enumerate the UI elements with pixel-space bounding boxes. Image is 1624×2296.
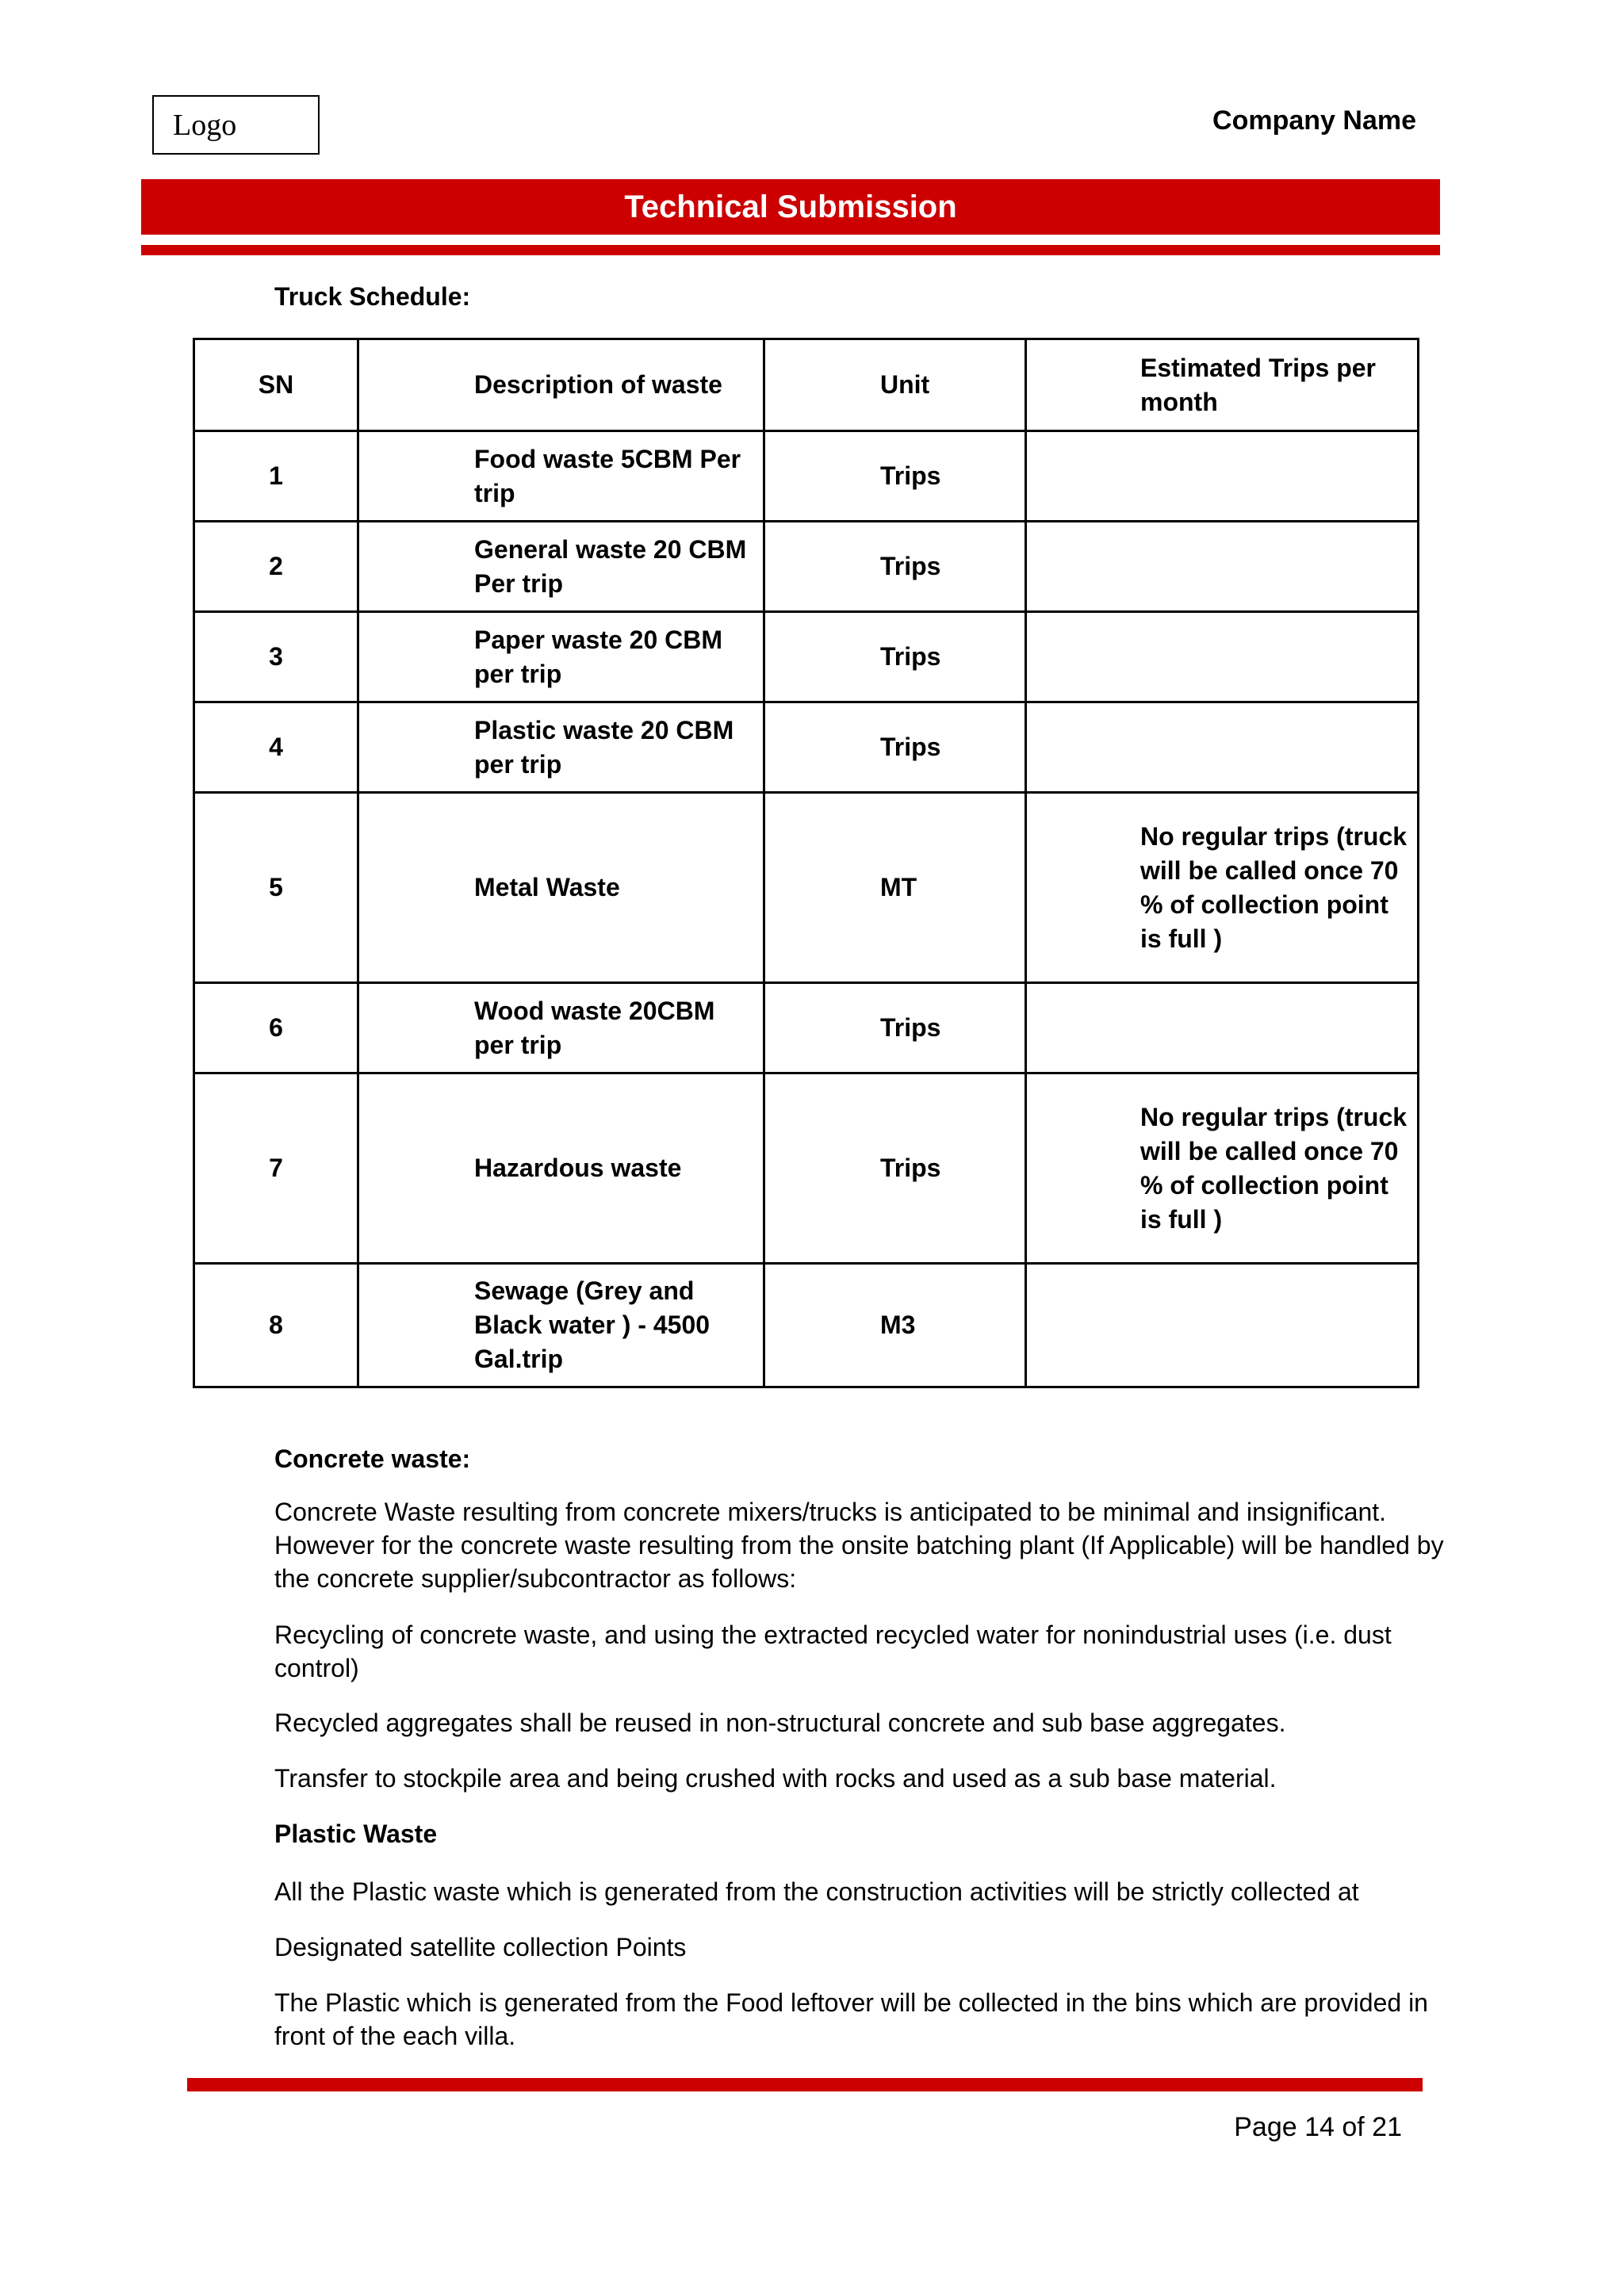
column-header-sn: SN (194, 339, 358, 431)
table-row (194, 983, 1419, 1073)
column-header-estimated-trips: Estimated Trips per month (1026, 339, 1419, 431)
concrete-paragraph-1: Concrete Waste resulting from concrete mixers/trucks is anticipated to be minimal and insignificant. However for the concrete waste resulting from the onsite batching plant (If Applicable) will be handled by the concrete supplier/subcontractor as follows: (274, 1498, 1444, 1593)
concrete-waste-heading: Concrete waste: (274, 1445, 471, 1473)
table-header-row (194, 339, 1419, 431)
table-row (194, 702, 1419, 793)
cell-description: Paper waste 20 CBM per trip (358, 612, 764, 702)
cell-description: Food waste 5CBM Per trip (358, 431, 764, 522)
logo-placeholder (152, 95, 320, 155)
cell-description: Plastic waste 20 CBM per trip (358, 702, 764, 793)
table-row (194, 793, 1419, 983)
cell-unit: Trips (764, 612, 1026, 702)
page-title: Technical Submission (624, 189, 957, 224)
cell-estimated-trips (1026, 983, 1419, 1073)
cell-sn: 4 (194, 702, 358, 793)
cell-sn: 6 (194, 983, 358, 1073)
plastic-waste-heading: Plastic Waste (274, 1820, 438, 1848)
cell-sn: 8 (194, 1264, 358, 1387)
cell-description: Wood waste 20CBM per trip (358, 983, 764, 1073)
cell-unit: MT (764, 793, 1026, 983)
plastic-paragraph-3: The Plastic which is generated from the Food leftover will be collected in the bins which are provided in front of the each villa. (274, 1988, 1428, 2050)
concrete-paragraph-2: Recycling of concrete waste, and using the extracted recycled water for nonindustrial uses (i.e. dust control) (274, 1621, 1392, 1682)
title-divider (141, 245, 1440, 255)
cell-estimated-trips (1026, 702, 1419, 793)
title-banner (141, 179, 1440, 235)
column-header-description: Description of waste (358, 339, 764, 431)
cell-description: Sewage (Grey and Black water ) - 4500 Gal.trip (358, 1264, 764, 1387)
cell-description: General waste 20 CBM Per trip (358, 522, 764, 612)
column-header-unit: Unit (764, 339, 1026, 431)
cell-unit: Trips (764, 522, 1026, 612)
cell-unit: Trips (764, 431, 1026, 522)
concrete-paragraph-3: Recycled aggregates shall be reused in non-structural concrete and sub base aggregates. (274, 1709, 1286, 1737)
table-row (194, 1264, 1419, 1387)
cell-estimated-trips: No regular trips (truck will be called once 70 % of collection point is full ) (1026, 793, 1419, 983)
company-name: Company Name (1212, 105, 1416, 136)
cell-sn: 7 (194, 1073, 358, 1264)
table-row (194, 431, 1419, 522)
cell-estimated-trips (1026, 612, 1419, 702)
plastic-paragraph-1: All the Plastic waste which is generated from the construction activities will be strictly collected at (274, 1877, 1359, 1906)
truck-schedule-table (193, 338, 1419, 1388)
cell-unit: Trips (764, 1073, 1026, 1264)
page-number: Page 14 of 21 (1234, 2112, 1402, 2142)
table-row (194, 612, 1419, 702)
cell-description: Metal Waste (358, 793, 764, 983)
cell-estimated-trips: No regular trips (truck will be called once 70 % of collection point is full ) (1026, 1073, 1419, 1264)
cell-sn: 1 (194, 431, 358, 522)
table-row (194, 1073, 1419, 1264)
cell-unit: Trips (764, 983, 1026, 1073)
cell-estimated-trips (1026, 522, 1419, 612)
cell-unit: Trips (764, 702, 1026, 793)
cell-sn: 2 (194, 522, 358, 612)
cell-sn: 5 (194, 793, 358, 983)
cell-estimated-trips (1026, 1264, 1419, 1387)
cell-estimated-trips (1026, 431, 1419, 522)
logo-text: Logo (173, 108, 237, 142)
cell-unit: M3 (764, 1264, 1026, 1387)
concrete-paragraph-4: Transfer to stockpile area and being crushed with rocks and used as a sub base material. (274, 1764, 1277, 1793)
cell-description: Hazardous waste (358, 1073, 764, 1264)
cell-sn: 3 (194, 612, 358, 702)
plastic-paragraph-2: Designated satellite collection Points (274, 1933, 687, 1961)
footer-divider (187, 2078, 1423, 2091)
truck-schedule-heading: Truck Schedule: (274, 282, 471, 311)
table-row (194, 522, 1419, 612)
